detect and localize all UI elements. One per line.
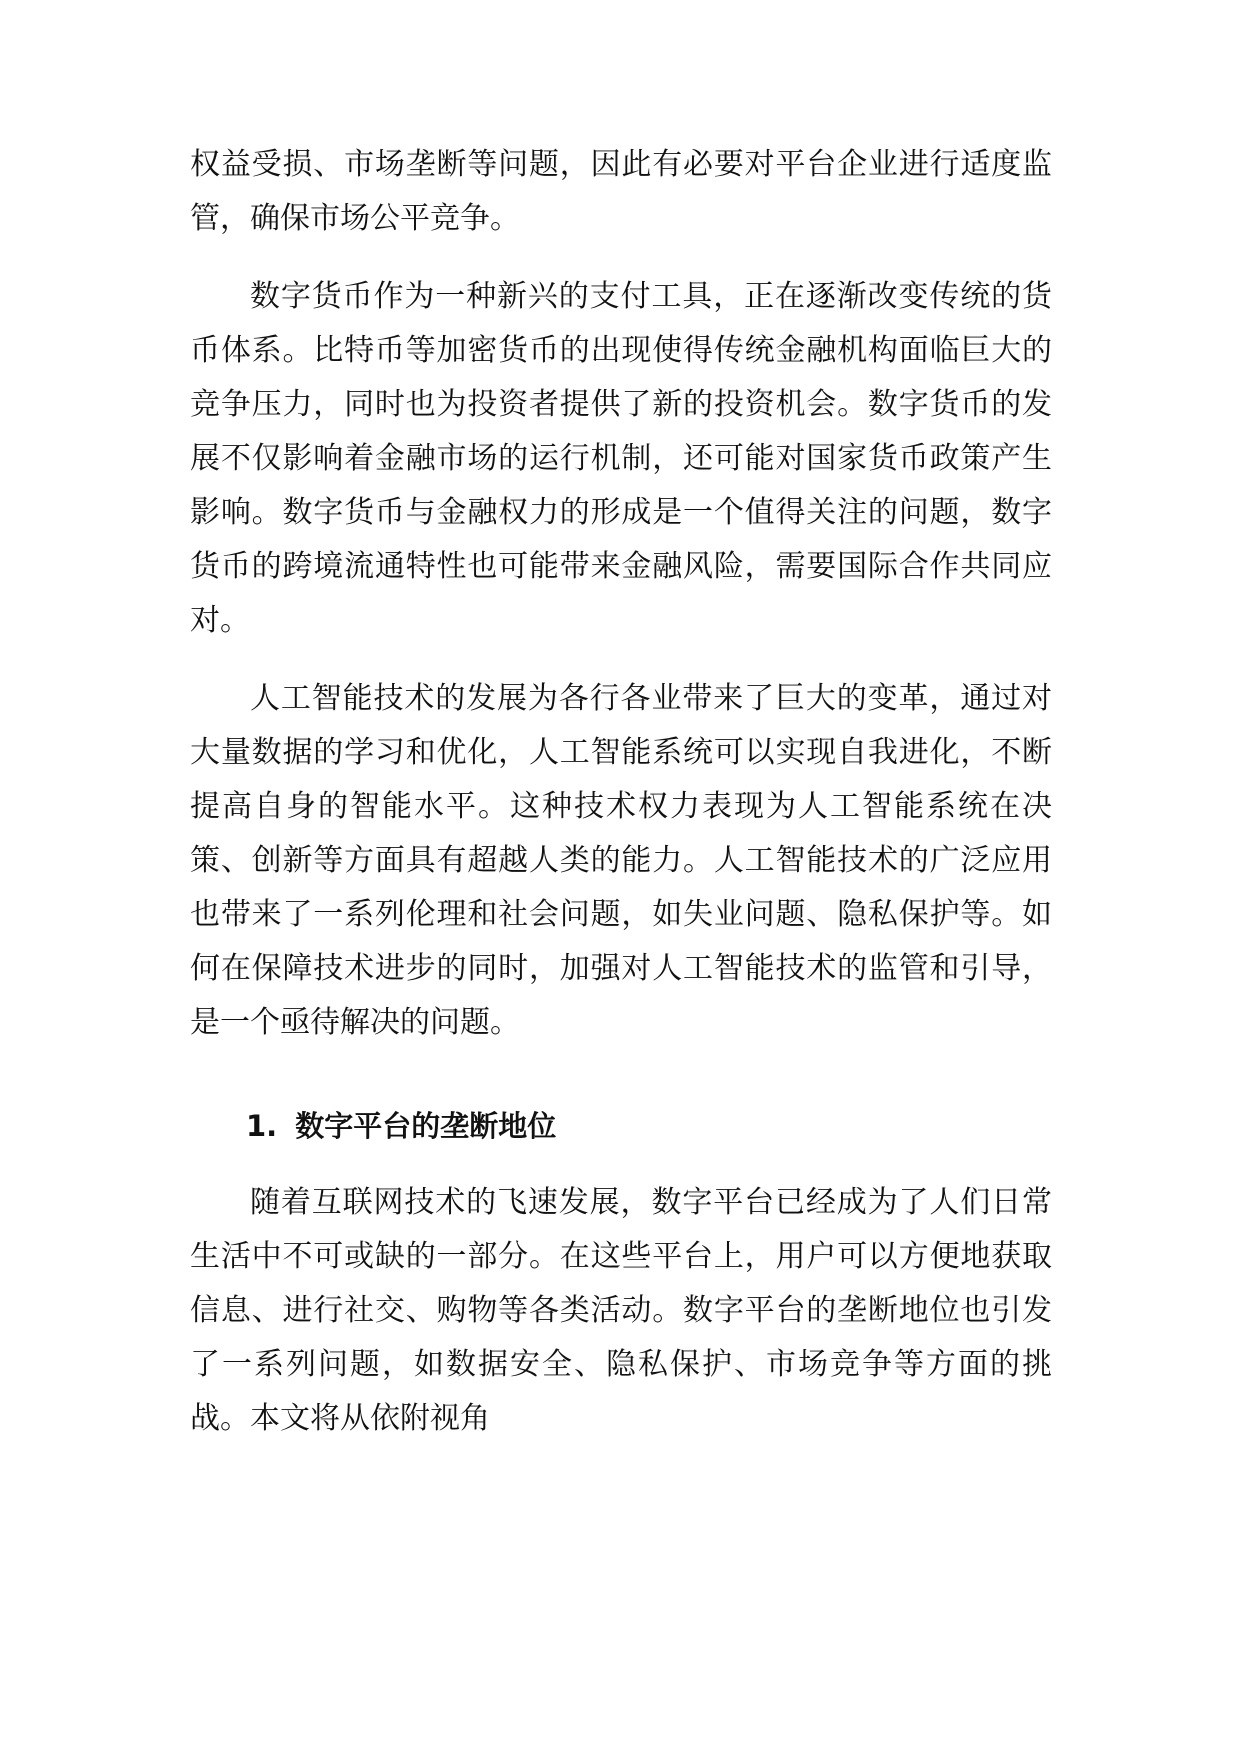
text-line: 加强对人工智能技术的监管和引导，是一个亟待解决的问题。	[190, 951, 1053, 1040]
section-heading	[190, 1099, 1052, 1153]
paragraph-platform-monopoly	[190, 1176, 1052, 1446]
text-line: 如数据安全、隐私保护、市场竞争等方面的挑战。本文将从依附视角	[190, 1347, 1052, 1436]
text-line: 数据的学习和优化，人工智能系统可以实现自我进化，不断提高自身	[190, 735, 1053, 824]
text-line: 数字货币作为一种新兴的支付工具，正在逐渐改变传统的货币体	[190, 279, 1052, 368]
section-title: 数字平台的垄断地位	[295, 1109, 557, 1143]
text-line: 同时也为投资者提供了新的投资机会。数字货币的发展不仅影响着金	[190, 387, 1053, 476]
text-line: 具有超越人类的能力。人工智能技术的广泛应用也带来了一系列伦理	[190, 843, 1053, 932]
paragraph-digital-currency	[190, 270, 1052, 648]
text-line: 能带来金融风险，需要国际合作共同应对。	[190, 549, 1053, 638]
text-line: 随着互联网技术的飞速发展，数字平台已经成为了人们日常生活	[190, 1185, 1052, 1274]
paragraph-artificial-intelligence	[190, 672, 1052, 1050]
text-line: 融权力的形成是一个值得关注的问题，数字货币的跨境流通特性也可	[190, 495, 1053, 584]
text-line: 确保市场公平竞争。	[250, 201, 520, 236]
text-line: 人工智能技术的发展为各行各业带来了巨大的变革，通过对大量	[190, 681, 1052, 770]
text-line: 权益受损、市场垄断等问题，因此有必要对平台企业进行适度监管，	[190, 147, 1052, 236]
paragraph-continuation	[190, 138, 1052, 246]
text-line: 中不可或缺的一部分。在这些平台上，用户可以方便地获取信息、进	[190, 1239, 1053, 1328]
text-line: 的智能水平。这种技术权力表现为人工智能系统在决策、创新等方面	[190, 789, 1052, 878]
section-number: 1.	[246, 1109, 278, 1143]
text-line: 系。比特币等加密货币的出现使得传统金融机构面临巨大的竞争压力，	[190, 333, 1053, 422]
text-line: 和社会问题，如失业问题、隐私保护等。如何在保障技术进步的同时，	[190, 897, 1053, 986]
document-body	[190, 138, 1052, 1446]
text-line: 融市场的运行机制，还可能对国家货币政策产生影响。数字货币与金	[190, 441, 1053, 530]
text-line: 行社交、购物等各类活动。数字平台的垄断地位也引发了一系列问题，	[190, 1293, 1053, 1382]
